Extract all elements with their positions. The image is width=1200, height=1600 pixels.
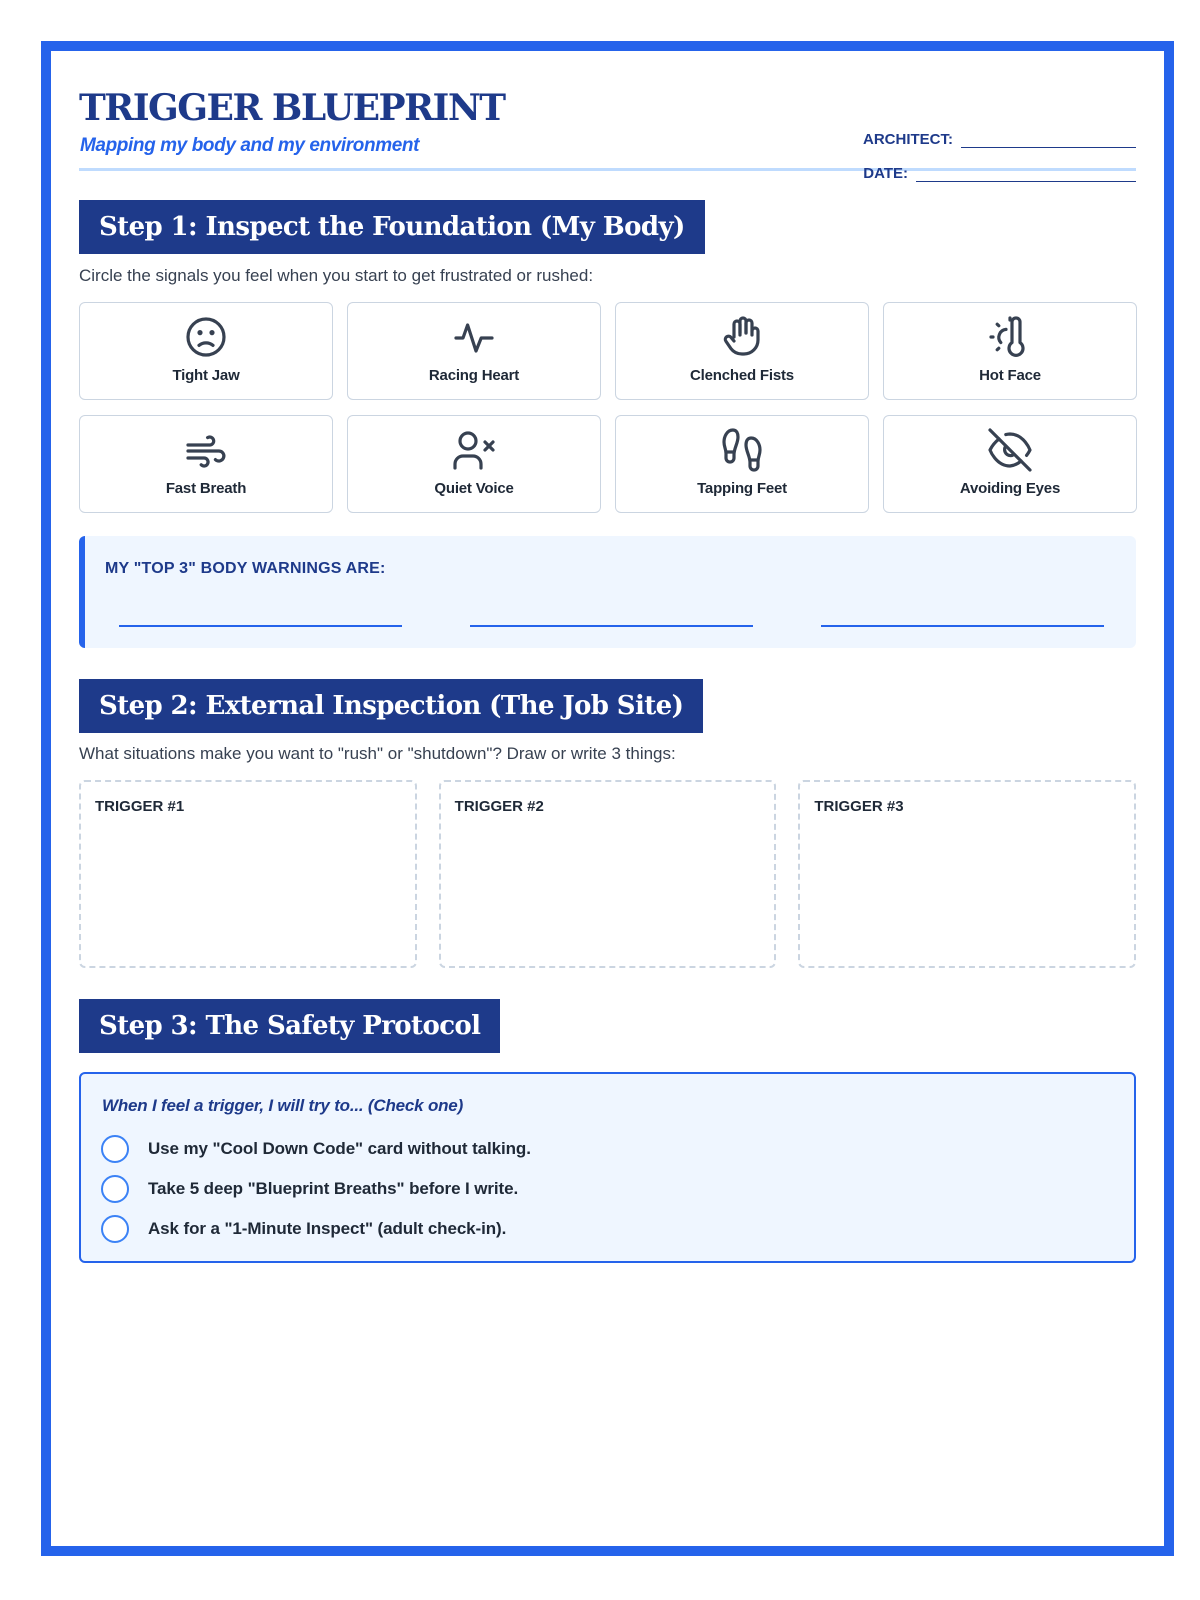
date-field[interactable]: [863, 165, 1136, 182]
page-title: TRIGGER BLUEPRINT: [79, 87, 505, 129]
top3-warnings-box: [79, 536, 1136, 648]
option-text: Take 5 deep "Blueprint Breaths" before I write.: [148, 1179, 519, 1198]
body-signals-grid: [79, 302, 1136, 513]
signal-card-racing-heart[interactable]: [347, 302, 601, 400]
signal-label: Quiet Voice: [434, 480, 514, 497]
page-subtitle: Mapping my body and my environment: [80, 135, 419, 156]
thermometer-sun-icon: [986, 313, 1034, 361]
architect-field[interactable]: [863, 131, 1136, 148]
trigger-box-3[interactable]: [798, 780, 1136, 968]
signal-card-tight-jaw[interactable]: [79, 302, 333, 400]
signal-card-clenched-fists[interactable]: [615, 302, 869, 400]
protocol-option-3[interactable]: [101, 1215, 506, 1243]
trigger-label: TRIGGER #2: [454, 798, 544, 815]
signal-card-fast-breath[interactable]: [79, 415, 333, 513]
worksheet-header: [79, 79, 1136, 182]
protocol-option-2[interactable]: [101, 1175, 518, 1203]
signal-card-tapping-feet[interactable]: [615, 415, 869, 513]
signal-label: Tight Jaw: [172, 367, 240, 384]
architect-input-line[interactable]: [961, 132, 1136, 148]
radio-circle[interactable]: [101, 1135, 129, 1163]
signal-label: Fast Breath: [165, 480, 247, 497]
warning-line-1[interactable]: [119, 625, 402, 627]
step3-banner: Step 3: The Safety Protocol: [79, 999, 500, 1053]
architect-label: ARCHITECT:: [863, 131, 953, 148]
date-label: DATE:: [863, 165, 908, 182]
wind-icon: [182, 426, 230, 474]
option-text: Use my "Cool Down Code" card without talking.: [148, 1139, 531, 1158]
safety-protocol-box: [79, 1072, 1136, 1263]
trigger-label: TRIGGER #3: [814, 798, 904, 815]
heartbeat-pulse-icon: [450, 313, 498, 361]
option-text: Ask for a "1-Minute Inspect" (adult check-in).: [148, 1219, 507, 1238]
signal-card-hot-face[interactable]: [883, 302, 1137, 400]
worksheet-page: [41, 41, 1174, 1556]
signal-card-quiet-voice[interactable]: [347, 415, 601, 513]
signal-label: Racing Heart: [428, 367, 520, 384]
trigger-box-2[interactable]: [439, 780, 777, 968]
user-x-icon: [450, 426, 498, 474]
frown-face-icon: [182, 313, 230, 361]
hand-icon: [718, 313, 766, 361]
protocol-option-1[interactable]: [101, 1135, 531, 1163]
warning-line-2[interactable]: [470, 625, 753, 627]
eye-off-icon: [986, 426, 1034, 474]
step2-banner: Step 2: External Inspection (The Job Site): [79, 679, 703, 733]
signal-label: Avoiding Eyes: [959, 480, 1061, 497]
signal-card-avoiding-eyes[interactable]: [883, 415, 1137, 513]
footprints-icon: [718, 426, 766, 474]
signal-label: Clenched Fists: [690, 367, 794, 384]
radio-circle[interactable]: [101, 1215, 129, 1243]
step1-banner: Step 1: Inspect the Foundation (My Body): [79, 200, 705, 254]
date-input-line[interactable]: [916, 166, 1136, 182]
protocol-prompt: When I feel a trigger, I will try to... (Check one): [102, 1096, 464, 1115]
step2-instruction: What situations make you want to "rush" or "shutdown"? Draw or write 3 things:: [79, 744, 676, 763]
trigger-box-1[interactable]: [79, 780, 417, 968]
trigger-label: TRIGGER #1: [95, 798, 185, 815]
top3-warnings-label: MY "TOP 3" BODY WARNINGS ARE:: [105, 560, 386, 577]
signal-label: Tapping Feet: [697, 480, 787, 497]
warning-line-3[interactable]: [821, 625, 1104, 627]
signal-label: Hot Face: [979, 367, 1041, 384]
trigger-boxes: [79, 780, 1136, 968]
step1-instruction: Circle the signals you feel when you start to get frustrated or rushed:: [79, 266, 594, 285]
radio-circle[interactable]: [101, 1175, 129, 1203]
